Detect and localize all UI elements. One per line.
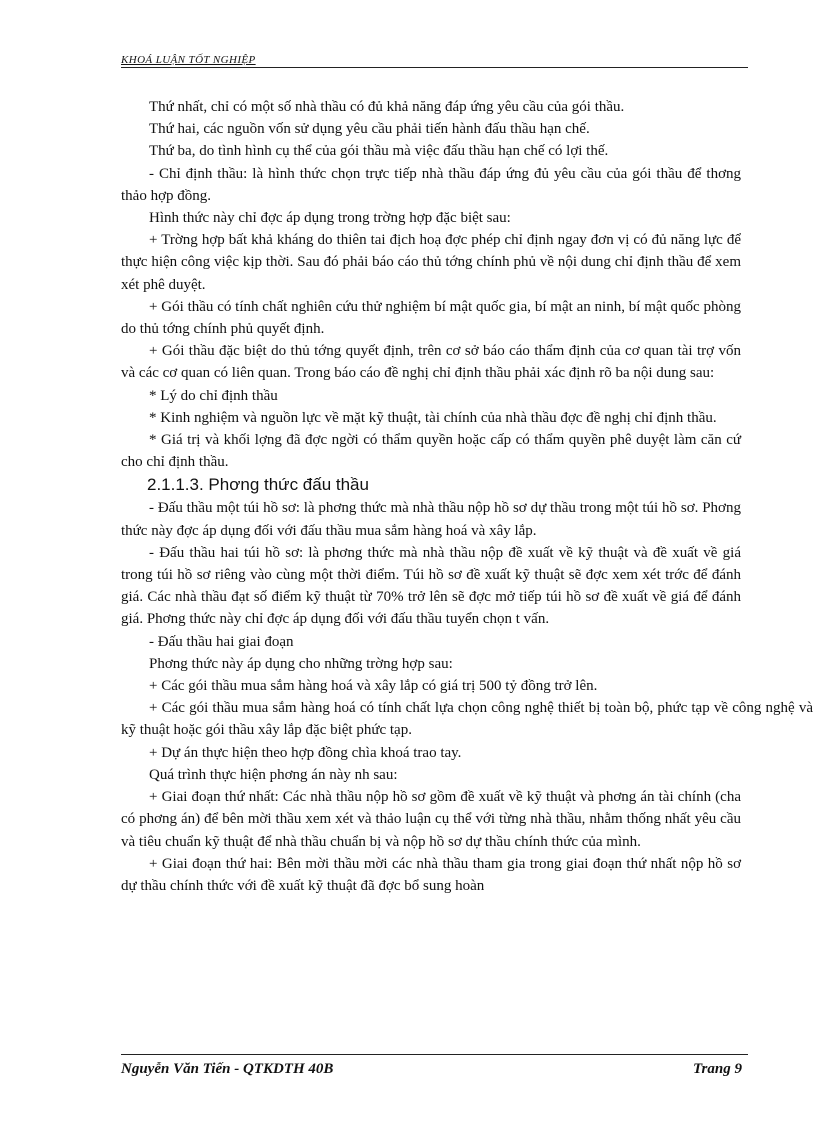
paragraph: Hình thức này chỉ đợc áp dụng trong trờng hợp đặc biệt sau: (149, 210, 511, 227)
paragraph: * Giá trị và khối lợng đã đợc ngời có thẩm quyền hoặc cấp có thẩm quyền phê duyệt làm căn cứ cho chỉ định thầu. (121, 432, 741, 471)
page-body (121, 96, 813, 897)
page-header (121, 50, 748, 68)
paragraph: + Gói thầu có tính chất nghiên cứu thử nghiệm bí mật quốc gia, bí mật an ninh, bí mật quốc phòng do thủ tớng chính phủ quyết định. (121, 298, 741, 338)
footer-author: Nguyễn Văn Tiến - QTKDTH 40B (121, 1061, 334, 1077)
paragraph: Thứ hai, các nguồn vốn sử dụng yêu cầu phải tiến hành đấu thầu hạn chế. (149, 121, 590, 138)
paragraph: Quá trình thực hiện phơng án này nh sau: (149, 766, 398, 783)
paragraph: + Các gói thầu mua sắm hàng hoá có tính chất lựa chọn công nghệ thiết bị toàn bộ, phức tạp về công nghệ và kỹ thuật hoặc gói thầu xây lắp đặc biệt phức tạp. (121, 700, 813, 739)
paragraph: Thứ nhất, chỉ có một số nhà thầu có đủ khả năng đáp ứng yêu cầu của gói thầu. (149, 99, 625, 115)
page-number: Trang 9 (692, 1061, 742, 1077)
paragraph: Thứ ba, do tình hình cụ thể của gói thầu mà việc đấu thầu hạn chế có lợi thế. (149, 143, 609, 160)
paragraph: * Kinh nghiệm và nguồn lực về mặt kỹ thuật, tài chính của nhà thầu đợc đề nghị chỉ định thầu. (149, 409, 717, 426)
paragraph: + Các gói thầu mua sắm hàng hoá và xây lắp có giá trị 500 tỷ đồng trở lên. (149, 678, 598, 695)
paragraph: + Dự án thực hiện theo hợp đồng chìa khoá trao tay. (149, 744, 462, 761)
paragraph: + Giai đoạn thứ nhất: Các nhà thầu nộp hồ sơ gồm đề xuất về kỹ thuật và phơng án tài chính (cha có phơng án) để bên mời thầu xem xét và thảo luận cụ thể với từng nhà thầu, nhằm thống nhất yêu cầu và tiêu chuẩn kỹ thuật để nhà thầu chuẩn bị và nộp hồ sơ dự thầu chính thức của mình. (121, 789, 741, 850)
paragraph: - Đấu thầu hai túi hồ sơ: là phơng thức mà nhà thầu nộp đề xuất về kỹ thuật và đề xuất về giá trong túi hồ sơ riêng vào cùng một thời điểm. Túi hồ sơ đề xuất kỹ thuật sẽ đợc xem xét trớc để đánh giá. Các nhà thầu đạt số điểm kỹ thuật từ 70% trở lên sẽ đợc mở tiếp túi hồ sơ đề xuất về giá để đánh giá. Phơng thức này chỉ đợc áp dụng đối với đấu thầu tuyển chọn t vấn. (121, 544, 741, 628)
paragraph: - Chỉ định thầu: là hình thức chọn trực tiếp nhà thầu đáp ứng đủ yêu cầu của gói thầu để thơng thảo hợp đồng. (121, 165, 741, 204)
paragraph: + Gói thầu đặc biệt do thủ tớng quyết định, trên cơ sở báo cáo thẩm định của cơ quan tài trợ vốn và các cơ quan có liên quan. Trong báo cáo đề nghị chỉ định thầu phải xác định rõ ba nội dung sau: (121, 343, 741, 382)
paragraph: + Giai đoạn thứ hai: Bên mời thầu mời các nhà thầu tham gia trong giai đoạn thứ nhất nộp hồ sơ dự thầu chính thức với đề xuất kỹ thuật đã đợc bổ sung hoàn (121, 855, 741, 894)
header-title: KHOÁ LUẬN TỐT NGHIỆP (121, 54, 256, 66)
paragraph: * Lý do chỉ định thầu (149, 387, 278, 404)
paragraph: - Đấu thầu hai giai đoạn (149, 633, 294, 650)
paragraph: - Đấu thầu một túi hồ sơ: là phơng thức mà nhà thầu nộp hồ sơ dự thầu trong một túi hồ sơ. Phơng thức này đợc áp dụng đối với đấu thầu mua sắm hàng hoá và xây lắp. (121, 500, 741, 539)
section-heading: 2.1.1.3. Phơng thức đấu thầu (147, 475, 369, 495)
paragraph: Phơng thức này áp dụng cho những trờng hợp sau: (149, 655, 453, 672)
paragraph: + Trờng hợp bất khả kháng do thiên tai địch hoạ đợc phép chỉ định ngay đơn vị có đủ năng lực để thực hiện công việc kịp thời. Sau đó phải báo cáo thủ tớng chính phủ về nội dung chỉ định thầu để xem xét phê duyệt. (121, 232, 741, 293)
page-footer (121, 1054, 748, 1085)
